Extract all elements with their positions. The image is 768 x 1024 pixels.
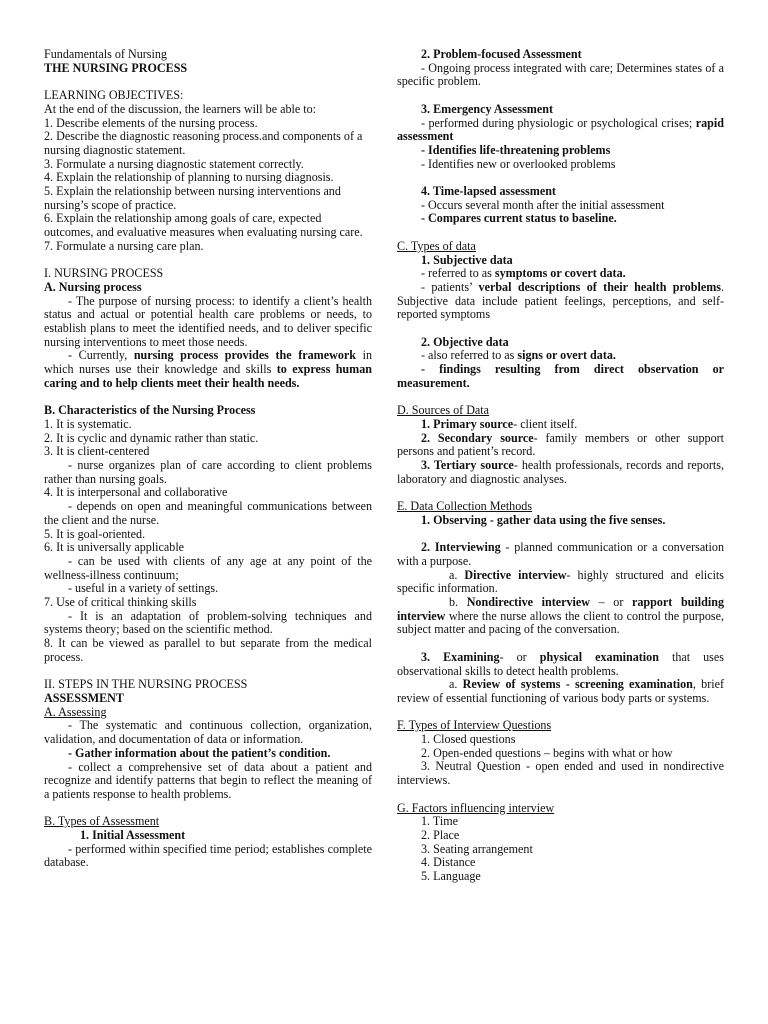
objective-item: 7. Formulate a nursing care plan.: [44, 238, 204, 253]
problem-focused-heading: 2. Problem-focused Assessment: [421, 47, 582, 61]
initial-assessment-desc: - performed within specified time period; establishes complete database.: [44, 841, 372, 870]
problem-focused-desc: - Ongoing process integrated with care; Determines states of a specific problem.: [397, 60, 724, 89]
factor-item: 3. Seating arrangement: [421, 841, 533, 856]
emergency-item: - Identifies new or overlooked problems: [421, 156, 616, 171]
list-note: - can be used with clients of any age at any point of the wellness-illness continuum;: [44, 553, 372, 582]
method-subitem: b. Nondirective interview – or rapport building interview where the nurse allows the client to control the purpose, subject matter and pacing of the conversation.: [397, 595, 724, 637]
assessing-heading: A. Assessing: [44, 704, 107, 719]
objective-item: 2. Describe the diagnostic reasoning process.and components of a nursing diagnostic statement.: [44, 129, 363, 157]
objective-item: 4. Explain the relationship of planning to nursing diagnosis.: [44, 170, 334, 185]
source-item: 2. Secondary source- family members or other support persons and patient’s record.: [397, 430, 724, 459]
factor-item: 5. Language: [421, 869, 481, 884]
time-lapsed-heading: 4. Time-lapsed assessment: [421, 184, 556, 198]
objective-item: 6. Explain the relationship among goals of care, expected outcomes, and evaluative measures when evaluating nursing care.: [44, 211, 363, 240]
list-item: 3. It is client-centered: [44, 444, 150, 459]
emergency-item: - Identifies life-threatening problems: [421, 142, 611, 157]
list-note: - depends on open and meaningful communications between the client and the nurse.: [44, 499, 372, 527]
method-item: 2. Interviewing - planned communication or a conversation with a purpose.: [397, 540, 724, 568]
subsection-heading: A. Nursing process: [44, 279, 142, 294]
question-type-item: 3. Neutral Question - open ended and used in nondirective interviews.: [397, 759, 724, 788]
sources-of-data-heading: D. Sources of Data: [397, 403, 490, 418]
objective-data-item: - findings resulting from direct observation or measurement.: [397, 362, 724, 390]
assessing-gather: - Gather information about the patient’s condition.: [68, 745, 331, 760]
paragraph-purpose: - The purpose of nursing process: to identify a client’s health status and actual or potential health care problems or needs, to establish plans to meet the identified needs, and to deliver specific nursing interventions to meet those needs.: [44, 293, 372, 349]
objective-item: 5. Explain the relationship between nursing interventions and nursing’s scope of practice.: [44, 184, 341, 212]
document-title: THE NURSING PROCESS: [44, 60, 188, 75]
emergency-desc: - performed during physiologic or psychological crises; rapid assessment: [397, 115, 724, 144]
types-of-assessment-heading: B. Types of Assessment: [44, 814, 160, 829]
interview-factors-heading: G. Factors influencing interview: [397, 800, 555, 815]
data-collection-heading: E. Data Collection Methods: [397, 499, 533, 514]
list-item: 4. It is interpersonal and collaborative: [44, 485, 228, 500]
assessment-heading: ASSESSMENT: [44, 690, 124, 705]
subjective-data-item: - patients’ verbal descriptions of their health problems. Subjective data include patient feelings, perceptions, and self-reported symptoms: [397, 279, 724, 322]
time-lapsed-item: - Occurs several month after the initial assessment: [421, 197, 665, 212]
factor-item: 4. Distance: [421, 855, 476, 870]
objective-item: 3. Formulate a nursing diagnostic statement correctly.: [44, 156, 304, 171]
paragraph-framework: - Currently, nursing process provides the framework in which nurses use their knowledge and skills to express human caring and to help clients meet their health needs.: [44, 348, 372, 390]
objective-data-heading: 2. Objective data: [421, 334, 509, 349]
factor-item: 1. Time: [421, 814, 458, 829]
objectives-intro: At the end of the discussion, the learners will be able to:: [44, 101, 317, 116]
objectives-heading: LEARNING OBJECTIVES:: [44, 88, 184, 103]
source-item: 1. Primary source- client itself.: [421, 416, 578, 431]
list-note: - It is an adaptation of problem-solving techniques and systems theory; based on the scientific method.: [44, 608, 372, 637]
section-heading-nursing-process: I. NURSING PROCESS: [44, 266, 164, 281]
subjective-data-heading: 1. Subjective data: [421, 252, 513, 267]
assessing-collect: - collect a comprehensive set of data about a patient and recognize and identify patterns that begin to reflect the meaning of a patients response to health problems.: [44, 759, 372, 801]
assessing-definition: - The systematic and continuous collection, organization, validation, and documentation of data or information.: [44, 718, 372, 747]
course-subject: Fundamentals of Nursing: [44, 47, 167, 61]
emergency-heading: 3. Emergency Assessment: [421, 101, 554, 116]
list-item: 5. It is goal-oriented.: [44, 526, 146, 541]
interview-questions-heading: F. Types of Interview Questions: [397, 718, 552, 733]
method-subitem: a. Review of systems - screening examination, brief review of essential functioning of various body parts or systems.: [397, 677, 724, 705]
question-type-item: 1. Closed questions: [421, 732, 516, 747]
subjective-data-item: - referred to as symptoms or covert data.: [421, 266, 626, 281]
question-type-item: 2. Open-ended questions – begins with what or how: [421, 745, 673, 760]
list-note: - useful in a variety of settings.: [68, 581, 219, 596]
factor-item: 2. Place: [421, 827, 460, 842]
list-item: 7. Use of critical thinking skills: [44, 595, 197, 610]
method-item: 3. Examining- or physical examination that uses observational skills to detect health problems.: [397, 649, 724, 678]
list-item: 6. It is universally applicable: [44, 540, 185, 555]
list-item: 1. It is systematic.: [44, 416, 132, 431]
left-column: [44, 48, 372, 870]
method-subitem: a. Directive interview- highly structured and elicits specific information.: [397, 567, 724, 596]
list-note: - nurse organizes plan of care according to client problems rather than nursing goals.: [44, 458, 372, 486]
section-heading-steps: II. STEPS IN THE NURSING PROCESS: [44, 677, 248, 692]
types-of-data-heading: C. Types of data: [397, 238, 476, 253]
method-item: 1. Observing - gather data using the five senses.: [421, 512, 666, 527]
list-item: 2. It is cyclic and dynamic rather than static.: [44, 430, 259, 445]
objective-item: 1. Describe elements of the nursing process.: [44, 115, 258, 130]
initial-assessment-heading: 1. Initial Assessment: [80, 828, 186, 842]
subsection-heading: B. Characteristics of the Nursing Process: [44, 403, 256, 418]
right-column: [397, 48, 724, 884]
objective-data-item: - also referred to as signs or overt data.: [421, 348, 616, 363]
list-item: 8. It can be viewed as parallel to but separate from the medical process.: [44, 636, 372, 664]
time-lapsed-item: - Compares current status to baseline.: [421, 211, 617, 226]
source-item: 3. Tertiary source- health professionals, records and reports, laboratory and diagnostic analyses.: [397, 458, 724, 486]
